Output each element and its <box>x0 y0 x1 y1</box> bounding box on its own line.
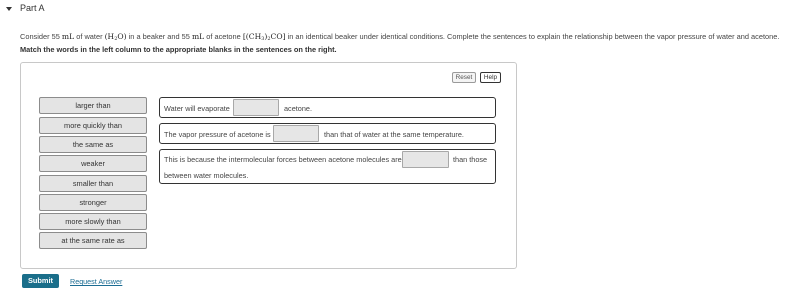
instruction-text: Match the words in the left column to the appropriate blanks in the sentences on the right. <box>20 45 337 54</box>
acetone-formula: $[(CH_3)_2CO]$ <box>242 32 286 42</box>
sentence-3 <box>159 149 496 184</box>
word-tile-more-slowly-than[interactable]: more slowly than <box>39 213 147 230</box>
part-title: Part A <box>20 3 45 13</box>
question-of-water: of water <box>76 32 103 41</box>
word-tile-stronger[interactable]: stronger <box>39 194 147 211</box>
word-tile-at-the-same-rate-as[interactable]: at the same rate as <box>39 232 147 249</box>
request-answer-link[interactable]: Request Answer <box>70 277 123 286</box>
unit-ml: mL <box>61 32 75 41</box>
sentence-3-blank[interactable] <box>402 151 449 168</box>
sentence-1-blank[interactable] <box>233 99 279 116</box>
sentence-3-line2: between water molecules. <box>164 171 249 180</box>
sentence-1-before: Water will evaporate <box>164 104 230 113</box>
sentence-1-after: acetone. <box>284 104 312 113</box>
part-header[interactable] <box>0 0 800 19</box>
submit-button[interactable]: Submit <box>22 274 59 288</box>
help-button[interactable]: Help <box>480 72 501 83</box>
word-tile-weaker[interactable]: weaker <box>39 155 147 172</box>
sentence-2-blank[interactable] <box>273 125 319 142</box>
word-tile-smaller-than[interactable]: smaller than <box>39 175 147 192</box>
question-suffix: in an identical beaker under identical conditions. Complete the sentences to explain the relationship between the vapor pressure of water and acetone. <box>287 32 780 41</box>
sentence-2 <box>159 123 496 144</box>
caret-down-icon[interactable] <box>6 7 12 11</box>
reset-button[interactable]: Reset <box>452 72 476 83</box>
question-of-acetone: of acetone <box>206 32 241 41</box>
sentence-3-after: than those <box>453 155 488 164</box>
question-prefix: Consider 55 <box>20 32 60 41</box>
sentence-2-after: than that of water at the same temperature. <box>324 130 464 139</box>
word-tile-the-same-as[interactable]: the same as <box>39 136 147 153</box>
sentence-2-before: The vapor pressure of acetone is <box>164 130 271 139</box>
question-mid: in a beaker and 55 <box>128 32 190 41</box>
question-text <box>20 32 795 42</box>
sentence-1 <box>159 97 496 118</box>
sentence-3-before: This is because the intermolecular forces between acetone molecules are <box>164 155 402 164</box>
word-tile-larger-than[interactable]: larger than <box>39 97 147 114</box>
word-tile-more-quickly-than[interactable]: more quickly than <box>39 117 147 134</box>
water-formula: $(H_2O)$ <box>104 32 127 42</box>
unit-ml: mL <box>191 32 205 41</box>
